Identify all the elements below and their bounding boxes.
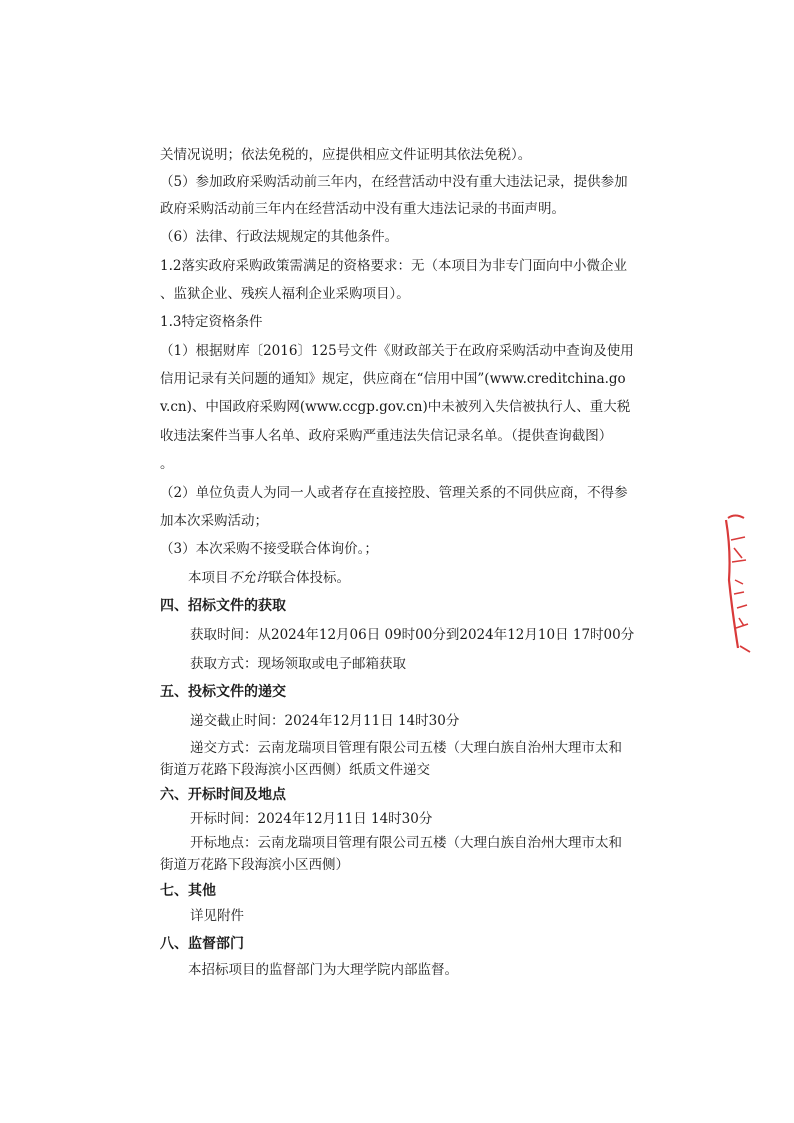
s6-place-1: 开标地点：云南龙瑞项目管理有限公司五楼（大理白族自治州大理市太和 xyxy=(190,835,622,851)
line-10: v.cn)、中国政府采购网(www.ccgp.gov.cn)中未被列入失信被执行人、重大税 xyxy=(160,399,631,415)
s6-place-2: 街道万花路下段海滨小区西侧） xyxy=(160,857,349,873)
line-5: 1.2落实政府采购政策需满足的资格要求：无（本项目为非专门面向中小微企业 xyxy=(160,258,627,274)
line-3: 政府采购活动前三年内在经营活动中没有重大违法记录的书面声明。 xyxy=(160,201,565,217)
consortium-before: 本项目 xyxy=(188,570,229,586)
line-13: （2）单位负责人为同一人或者存在直接控股、管理关系的不同供应商，不得参 xyxy=(160,485,628,501)
s6-time: 开标时间：2024年12月11日 14时30分 xyxy=(190,811,433,827)
red-seal-stamp-graphic xyxy=(722,510,762,660)
section-8-title: 八、监督部门 xyxy=(160,936,244,952)
line-9: 信用记录有关问题的通知》规定，供应商在“信用中国”(www.creditchina.go xyxy=(160,371,626,387)
line-14: 加本次采购活动； xyxy=(160,513,268,529)
section-7-title: 七、其他 xyxy=(160,883,216,899)
s5-method-1: 递交方式：云南龙瑞项目管理有限公司五楼（大理白族自治州大理市太和 xyxy=(190,740,622,756)
line-15: （3）本次采购不接受联合体询价。； xyxy=(160,541,378,557)
section-6-title: 六、开标时间及地点 xyxy=(160,787,286,803)
s4-time: 获取时间：从2024年12月06日 09时00分到2024年12月10日 17时00分 xyxy=(190,627,635,643)
line-11: 收违法案件当事人名单、政府采购严重违法失信记录名单。（提供查询截图） xyxy=(160,428,613,444)
line-7: 1.3特定资格条件 xyxy=(160,314,263,330)
s5-deadline: 递交截止时间：2024年12月11日 14时30分 xyxy=(190,713,460,729)
consortium-line xyxy=(188,569,678,587)
consortium-after: 联合体投标。 xyxy=(269,570,350,586)
s4-method: 获取方式：现场领取或电子邮箱获取 xyxy=(190,656,406,672)
consortium-emph: 不允许 xyxy=(228,570,269,586)
line-1: 关情况说明；依法免税的，应提供相应文件证明其依法免税）。 xyxy=(160,147,532,163)
line-12: 。 xyxy=(160,456,174,472)
line-6: 、监狱企业、残疾人福利企业采购项目）。 xyxy=(160,286,410,302)
line-4: （6）法律、行政法规规定的其他条件。 xyxy=(160,229,399,245)
line-2: （5）参加政府采购活动前三年内，在经营活动中没有重大违法记录，提供参加 xyxy=(160,174,628,190)
section-4-title: 四、招标文件的获取 xyxy=(160,598,286,614)
section-5-title: 五、投标文件的递交 xyxy=(160,684,286,700)
line-8: （1）根据财库〔2016〕125号文件《财政部关于在政府采购活动中查询及使用 xyxy=(160,343,634,359)
s7-body: 详见附件 xyxy=(190,908,244,924)
s8-body: 本招标项目的监督部门为大理学院内部监督。 xyxy=(188,962,458,978)
s5-method-2: 街道万花路下段海滨小区西侧）纸质文件递交 xyxy=(160,762,430,778)
